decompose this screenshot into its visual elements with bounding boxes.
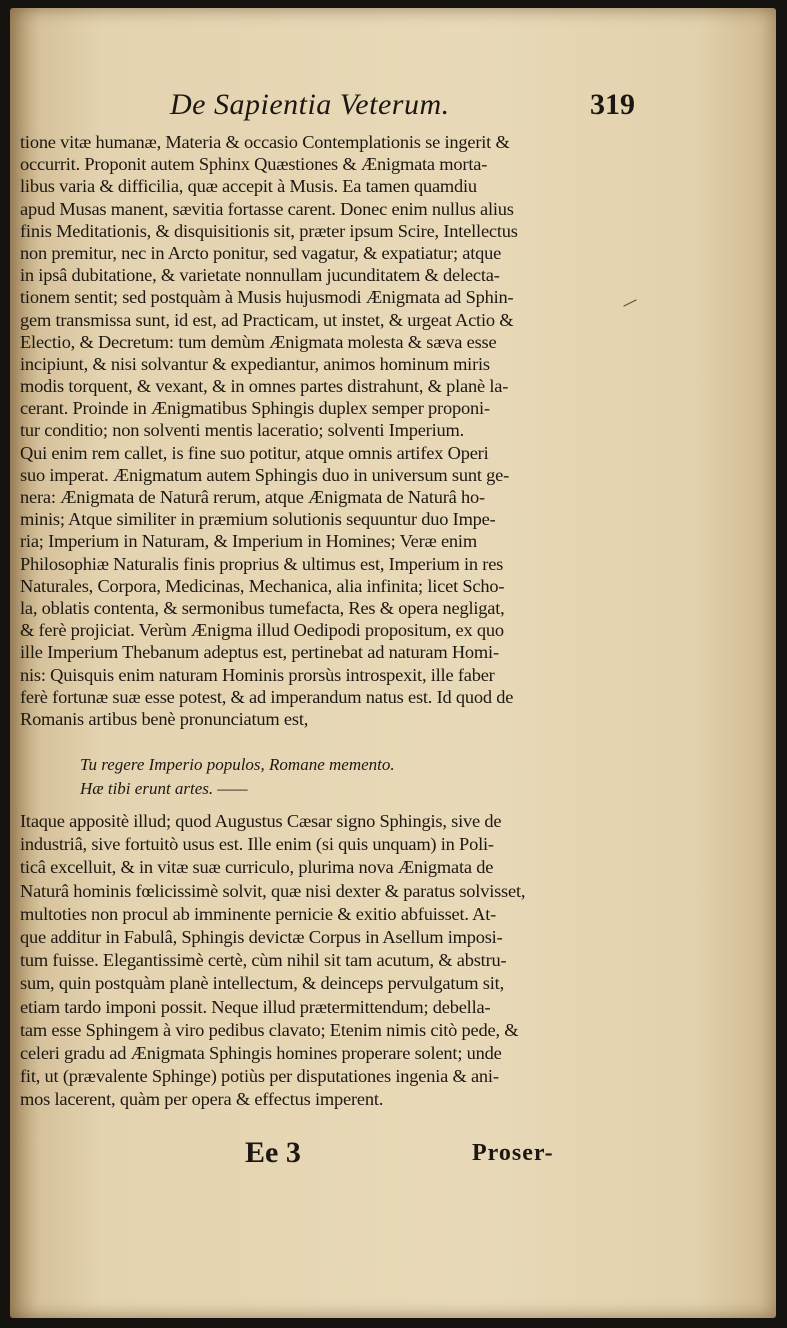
page-header [10, 88, 776, 132]
text-line: que additur in Fabulâ, Sphingis devictæ Corpus in Asellum imposi- [20, 926, 503, 947]
text-line: apud Musas manent, sævitia fortasse carent. Donec enim nullus alius [20, 198, 514, 219]
text-line: non premitur, nec in Arcto ponitur, sed vagatur, & expatiatur; atque [20, 242, 502, 263]
text-line: multoties non procul ab imminente pernicie & exitio abfuisset. At- [20, 903, 497, 924]
text-line: ticâ excelluit, & in vitæ suæ curriculo, plurima nova Ænigmata de [20, 857, 494, 878]
text-line: in ipsâ dubitatione, & varietate nonnullam jucunditatem & delecta- [20, 265, 500, 286]
quote-line: Hæ tibi erunt artes. —— [80, 779, 248, 798]
text-line: Naturales, Corpora, Medicinas, Mechanica, alia infinita; licet Scho- [20, 575, 505, 596]
text-line: fit, ut (prævalente Sphinge) potiùs per disputationes ingenia & ani- [20, 1066, 499, 1087]
body-paragraph-2 [20, 810, 596, 1111]
text-line: ille Imperium Thebanum adeptus est, pertinebat ad naturam Homi- [20, 642, 499, 663]
quote-line: Tu regere Imperio populos, Romane memento. [80, 755, 395, 774]
text-line: etiam tardo imponi possit. Neque illud prætermittendum; debella- [20, 996, 491, 1017]
text-line: celeri gradu ad Ænigmata Sphingis homines properare solent; unde [20, 1042, 502, 1063]
book-page [10, 8, 776, 1318]
text-line: Qui enim rem callet, is fine suo potitur, atque omnis artifex Operi [20, 442, 489, 463]
text-line: la, oblatis contenta, & sermonibus tumefacta, Res & opera negligat, [20, 597, 505, 618]
text-line: occurrit. Proponit autem Sphinx Quæstiones & Ænigmata morta- [20, 154, 488, 175]
text-line: cerant. Proinde in Ænigmatibus Sphingis duplex semper proponi- [20, 398, 490, 419]
text-line: suo imperat. Ænigmatum autem Sphingis duo in universum sunt ge- [20, 464, 510, 485]
text-line: tione vitæ humanæ, Materia & occasio Contemplationis se ingerit & [20, 132, 510, 152]
text-line: tum fuisse. Elegantissimè certè, cùm nihil sit tam acutum, & abstru- [20, 950, 507, 971]
text-line: libus varia & difficilia, quæ accepit à Musis. Ea tamen quamdiu [20, 176, 477, 197]
text-line: & ferè projiciat. Verùm Ænigma illud Oedipodi propositum, ex quo [20, 620, 504, 641]
text-line: modis torquent, & vexant, & in omnes partes distrahunt, & planè la- [20, 376, 509, 397]
text-line: tam esse Sphingem à viro pedibus clavato; Etenim nimis citò pede, & [20, 1019, 519, 1040]
text-line: ria; Imperium in Naturam, & Imperium in Homines; Veræ enim [20, 531, 477, 552]
text-line: nera: Ænigmata de Naturâ rerum, atque Ænigmata de Naturâ ho- [20, 487, 485, 507]
running-title: De Sapientia Veterum. [170, 88, 450, 121]
text-line: gem transmissa sunt, id est, ad Practicam, ut instet, & urgeat Actio & [20, 309, 514, 330]
text-line: sum, quin postquàm planè intellectum, & deinceps pervulgatum sit, [20, 973, 504, 994]
text-line: ferè fortunæ suæ esse potest, & ad imperandum natus est. Id quod de [20, 686, 514, 707]
catchword: Proser- [472, 1140, 554, 1166]
text-line: Naturâ hominis fœlicissimè solvit, quæ nisi dexter & paratus solvisset, [20, 880, 526, 901]
body-paragraph-1 [20, 131, 596, 730]
text-line: Electio, & Decretum: tum demùm Ænigmata molesta & sæva esse [20, 331, 497, 352]
text-line: nis: Quisquis enim naturam Hominis prorsùs introspexit, ille faber [20, 664, 495, 685]
verse-quotation [80, 753, 580, 801]
text-line: industriâ, sive fortuitò usus est. Ille enim (si quis unquam) in Poli- [20, 834, 494, 855]
page-number: 319 [590, 88, 635, 121]
text-line: mos lacerent, quàm per opera & effectus imperent. [20, 1089, 384, 1110]
text-line: tur conditio; non solventi mentis laceratio; solventi Imperium. [20, 420, 465, 441]
text-line: Philosophiæ Naturalis finis proprius & ultimus est, Imperium in res [20, 553, 504, 574]
text-line: minis; Atque similiter in præmium solutionis sequuntur duo Impe- [20, 509, 496, 530]
text-line: finis Meditationis, & disquisitionis sit, præter ipsum Scire, Intellectus [20, 220, 518, 241]
text-line: tionem sentit; sed postquàm à Musis hujusmodi Ænigmata ad Sphin- [20, 287, 514, 308]
text-line: Romanis artibus benè pronunciatum est, [20, 708, 309, 729]
signature-mark: Ee 3 [245, 1136, 301, 1169]
pencil-mark [622, 298, 638, 308]
text-line: Itaque appositè illud; quod Augustus Cæsar signo Sphingis, sive de [20, 811, 502, 831]
text-line: incipiunt, & nisi solvantur & expediantur, animos hominum miris [20, 353, 490, 374]
